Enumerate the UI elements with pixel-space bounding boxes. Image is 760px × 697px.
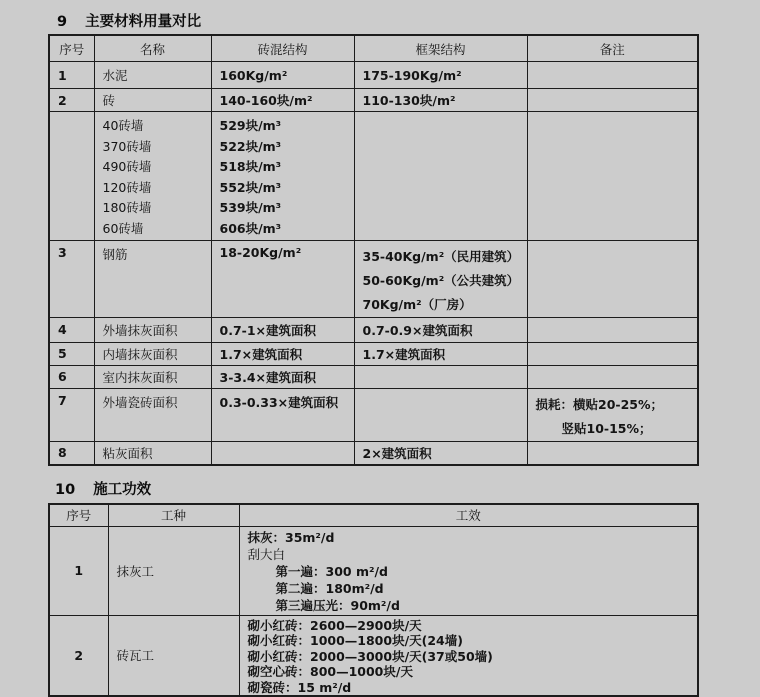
efficiency-line: 刮大白 <box>247 546 286 562</box>
frame-value-line: 50-60Kg/m²（公共建筑） <box>362 272 520 288</box>
cell-trade: 抹灰工 <box>108 526 239 615</box>
table-row-brick <box>49 89 698 112</box>
section-10-number: 10 <box>55 481 76 498</box>
efficiency-line: 砌小红砖：2000—3000块/天(37或50墙) <box>247 648 493 664</box>
cell-remark-empty <box>527 365 698 388</box>
work-efficiency-table <box>48 503 699 697</box>
cell-name: 室内抹灰面积 <box>94 365 211 388</box>
brick-wall-name: 180砖墙 <box>102 200 152 216</box>
cell-name: 钢筋 <box>94 240 211 317</box>
cell-serial: 5 <box>49 342 94 365</box>
cell-remark-empty <box>527 342 698 365</box>
header-remark: 备注 <box>527 35 698 62</box>
cell-remark-empty <box>527 240 698 317</box>
frame-value-line: 35-40Kg/m²（民用建筑） <box>362 248 520 264</box>
efficiency-line: 第一遍：300 m²/d <box>275 563 388 579</box>
brick-wall-name: 60砖墙 <box>102 220 144 236</box>
cell-serial-empty <box>49 112 94 241</box>
section-9-title-text: 主要材料用量对比 <box>85 14 202 30</box>
table-row-cement <box>49 62 698 89</box>
cell-frame: 110-130块/m² <box>354 89 527 112</box>
cell-efficiency-multiline <box>239 615 698 696</box>
material-table-header-row <box>49 35 698 62</box>
cell-serial: 7 <box>49 388 94 441</box>
table-row-mortar-area <box>49 441 698 465</box>
cell-serial: 4 <box>49 317 94 342</box>
material-usage-table <box>48 34 699 466</box>
efficiency-line: 第二遍：180m²/d <box>275 580 384 596</box>
cell-remark-empty <box>527 89 698 112</box>
cell-name: 水泥 <box>94 62 211 89</box>
brick-wall-name: 370砖墙 <box>102 138 152 154</box>
efficiency-table-header-row <box>49 504 698 527</box>
section-10-title-text: 施工功效 <box>93 481 152 498</box>
cell-brick-concrete: 140-160块/m² <box>211 89 354 112</box>
cell-trade: 砖瓦工 <box>108 615 239 696</box>
cell-brick-concrete: 160Kg/m² <box>211 62 354 89</box>
brick-wall-name: 120砖墙 <box>102 179 152 195</box>
cell-name: 砖 <box>94 89 211 112</box>
brick-wall-value: 539块/m³ <box>219 200 282 216</box>
cell-serial: 1 <box>49 62 94 89</box>
header-efficiency: 工效 <box>239 504 698 527</box>
table-row-indoor-plaster <box>49 365 698 388</box>
header-frame: 框架结构 <box>354 35 527 62</box>
cell-frame-empty <box>354 112 527 241</box>
table-row-exterior-tile <box>49 388 698 441</box>
cell-brick-concrete: 0.7-1×建筑面积 <box>211 317 354 342</box>
cell-remark-empty <box>527 317 698 342</box>
section-9-title <box>0 0 760 34</box>
cell-remark-multiline <box>527 388 698 441</box>
brick-wall-value: 522块/m³ <box>219 138 282 154</box>
brick-wall-name: 40砖墙 <box>102 118 144 133</box>
header-serial: 序号 <box>49 35 94 62</box>
cell-frame: 2×建筑面积 <box>354 441 527 465</box>
cell-serial: 1 <box>49 526 108 615</box>
cell-frame: 0.7-0.9×建筑面积 <box>354 317 527 342</box>
efficiency-line: 第三遍压光：90m²/d <box>275 597 400 613</box>
frame-value-line: 70Kg/m²（厂房） <box>362 296 472 312</box>
efficiency-line: 砌瓷砖：15 m²/d <box>247 679 352 695</box>
cell-frame: 175-190Kg/m² <box>354 62 527 89</box>
efficiency-line: 抹灰：35m²/d <box>247 529 335 545</box>
table-row-interior-wall-plaster <box>49 342 698 365</box>
cell-name: 内墙抹灰面积 <box>94 342 211 365</box>
brick-wall-value: 529块/m³ <box>219 118 282 133</box>
remark-line: 竖贴10-15%； <box>561 420 652 436</box>
cell-remark-empty <box>527 112 698 241</box>
cell-serial: 2 <box>49 615 108 696</box>
section-10-title <box>0 466 760 503</box>
cell-brick-wall-names <box>94 112 211 241</box>
header-trade: 工种 <box>108 504 239 527</box>
table-row-rebar <box>49 240 698 317</box>
table-row-plasterer <box>49 526 698 615</box>
cell-serial: 2 <box>49 89 94 112</box>
brick-wall-value: 606块/m³ <box>219 220 282 236</box>
brick-wall-value: 518块/m³ <box>219 159 282 175</box>
remark-line: 损耗：横贴20-25%； <box>535 396 664 412</box>
cell-name: 粘灰面积 <box>94 441 211 465</box>
cell-brick-concrete: 1.7×建筑面积 <box>211 342 354 365</box>
header-brick-concrete: 砖混结构 <box>211 35 354 62</box>
cell-brick-concrete: 18-20Kg/m² <box>211 240 354 317</box>
brick-wall-name: 490砖墙 <box>102 159 152 175</box>
header-name: 名称 <box>94 35 211 62</box>
cell-brick-concrete: 0.3-0.33×建筑面积 <box>211 388 354 441</box>
cell-frame-empty <box>354 365 527 388</box>
cell-name: 外墙抹灰面积 <box>94 317 211 342</box>
cell-serial: 3 <box>49 240 94 317</box>
table-row-exterior-plaster <box>49 317 698 342</box>
cell-remark-empty <box>527 62 698 89</box>
cell-name: 外墙瓷砖面积 <box>94 388 211 441</box>
cell-frame: 1.7×建筑面积 <box>354 342 527 365</box>
cell-frame-empty <box>354 388 527 441</box>
cell-brick-concrete: 3-3.4×建筑面积 <box>211 365 354 388</box>
header-serial: 序号 <box>49 504 108 527</box>
cell-brick-concrete-empty <box>211 441 354 465</box>
cell-serial: 6 <box>49 365 94 388</box>
efficiency-line: 砌小红砖：2600—2900块/天 <box>247 617 422 633</box>
efficiency-line: 砌空心砖：800—1000块/天 <box>247 664 413 680</box>
table-row-bricklayer <box>49 615 698 696</box>
section-9-number: 9 <box>57 14 68 30</box>
cell-remark-empty <box>527 441 698 465</box>
cell-frame-multiline <box>354 240 527 317</box>
cell-efficiency-multiline <box>239 526 698 615</box>
cell-serial: 8 <box>49 441 94 465</box>
table-row-brick-wall-types <box>49 112 698 241</box>
efficiency-line: 砌小红砖：1000—1800块/天(24墙) <box>247 633 463 649</box>
brick-wall-value: 552块/m³ <box>219 179 282 195</box>
cell-brick-wall-values <box>211 112 354 241</box>
